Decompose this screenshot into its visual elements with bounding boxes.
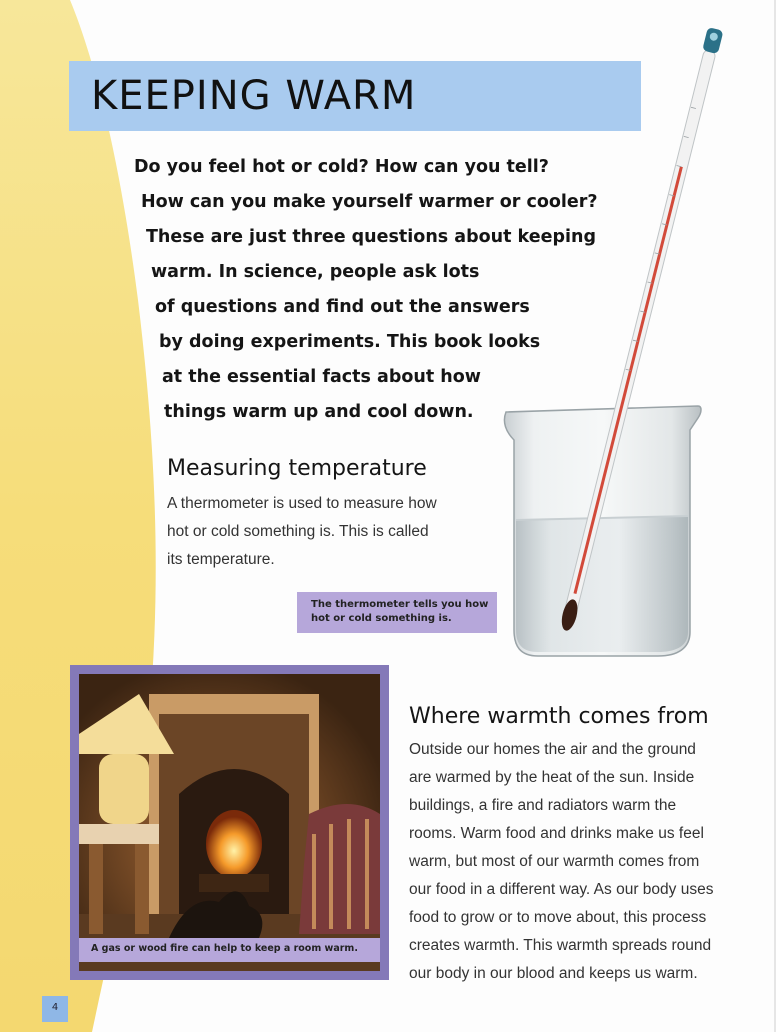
intro-paragraph <box>134 150 654 430</box>
intro-line: Do you feel hot or cold? How can you tell? <box>134 157 549 177</box>
body-line: hot or cold something is. This is called <box>167 523 429 540</box>
intro-line: How can you make yourself warmer or cooler? <box>141 192 598 212</box>
section-body-measuring <box>167 490 437 574</box>
fireplace-illustration <box>79 674 380 971</box>
caption-line: The thermometer tells you how <box>311 599 489 610</box>
intro-line: at the essential facts about how <box>162 367 481 387</box>
section-heading-measuring: Measuring temperature <box>167 456 427 481</box>
section-heading-warmth: Where warmth comes from <box>409 704 709 729</box>
body-line: are warmed by the heat of the sun. Inside <box>409 769 695 786</box>
body-line: A thermometer is used to measure how <box>167 495 437 512</box>
caption-fire-text: A gas or wood fire can help to keep a room warm. <box>91 943 358 954</box>
body-line: Outside our homes the air and the ground <box>409 741 696 758</box>
body-line: creates warmth. This warmth spreads round <box>409 937 712 954</box>
fireplace-photo <box>79 674 380 971</box>
body-line: rooms. Warm food and drinks make us feel <box>409 825 704 842</box>
section-body-warmth <box>409 736 713 988</box>
intro-line: warm. In science, people ask lots <box>151 262 480 282</box>
intro-line: by doing experiments. This book looks <box>159 332 541 352</box>
caption-thermometer <box>297 592 497 633</box>
page-number-badge <box>42 996 68 1022</box>
page-title: KEEPING WARM <box>91 73 417 119</box>
caption-fire <box>79 938 380 962</box>
body-line: buildings, a fire and radiators warm the <box>409 797 677 814</box>
body-line: warm, but most of our warmth comes from <box>409 853 700 870</box>
fireplace-photo-frame <box>70 665 389 980</box>
intro-line: of questions and find out the answers <box>155 297 530 317</box>
body-line: our food in a different way. As our body uses <box>409 881 714 898</box>
caption-line: hot or cold something is. <box>311 613 452 624</box>
intro-line: These are just three questions about keeping <box>146 227 596 247</box>
intro-line: things warm up and cool down. <box>164 402 474 422</box>
body-line: our body in our blood and keeps us warm. <box>409 965 698 982</box>
body-line: food to grow or to move about, this process <box>409 909 707 926</box>
page-number: 4 <box>51 1002 59 1013</box>
body-line: its temperature. <box>167 551 275 568</box>
